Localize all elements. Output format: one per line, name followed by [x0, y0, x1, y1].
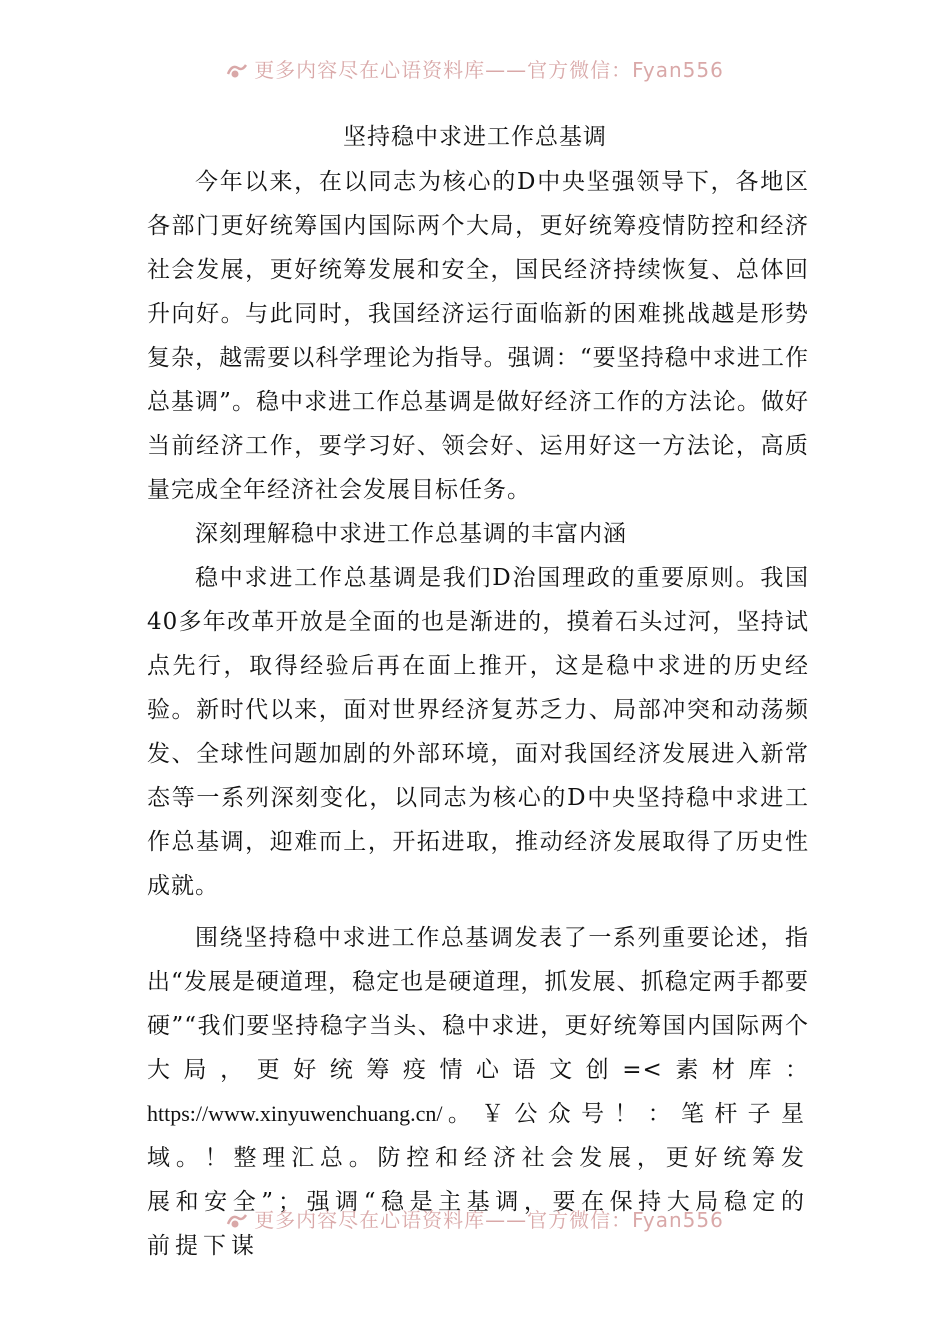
source-url: https://www.xinyuwenchuang.cn/ — [147, 1101, 443, 1126]
document-title: 坚持稳中求进工作总基调 — [343, 124, 607, 150]
document-body — [147, 160, 809, 1268]
watermark-top — [0, 58, 950, 82]
logo-icon — [226, 1212, 248, 1230]
paragraph-meaning: 稳中求进工作总基调是我们D治国理政的重要原则。我国40多年改革开放是全面的也是渐进的，摸着石头过河，坚持试点先行，取得经验后再在面上推开，这是稳中求进的历史经验。新时代以来，面对世界经济复苏乏力、局部冲突和动荡频发、全球性问题加剧的外部环境，面对我国经济发展进入新常态等一系列深刻变化，以同志为核心的D中央坚持稳中求进工作总基调，迎难而上，开拓进取，推动经济发展取得了历史性成就。 — [147, 565, 809, 899]
paragraph-remarks-start: 围绕坚持稳中求进工作总基调发表了一系列重要论述，指出“发展是硬道理，稳定也是硬道理，抓发展、抓稳定两手都要硬”“我们要坚持稳字当头、稳中求进，更好统筹国内国际两个大局，更好统筹疫情心语文创=<素材库： — [147, 925, 809, 1083]
section-heading: 深刻理解稳中求进工作总基调的丰富内涵 — [195, 521, 627, 547]
watermark-bottom — [0, 1208, 950, 1232]
paragraph-remarks-end: 。￥公众号！：笔杆子星域。！整理汇总。防控和经济社会发展，更好统筹发展和安全”；强调“稳是主基调，要在保持大局稳定的前提下谋 — [147, 1101, 809, 1259]
logo-icon — [226, 62, 248, 80]
paragraph-intro: 今年以来，在以同志为核心的D中央坚强领导下，各地区各部门更好统筹国内国际两个大局，更好统筹疫情防控和经济社会发展，更好统筹发展和安全，国民经济持续恢复、总体回升向好。与此同时，我国经济运行面临新的困难挑战越是形势复杂，越需要以科学理论为指导。强调：“要坚持稳中求进工作总基调”。稳中求进工作总基调是做好经济工作的方法论。做好当前经济工作，要学习好、领会好、运用好这一方法论，高质量完成全年经济社会发展目标任务。 — [147, 169, 809, 503]
watermark-text: 更多内容尽在心语资料库——官方微信：Fyan556 — [254, 58, 724, 82]
watermark-text: 更多内容尽在心语资料库——官方微信：Fyan556 — [254, 1208, 724, 1232]
